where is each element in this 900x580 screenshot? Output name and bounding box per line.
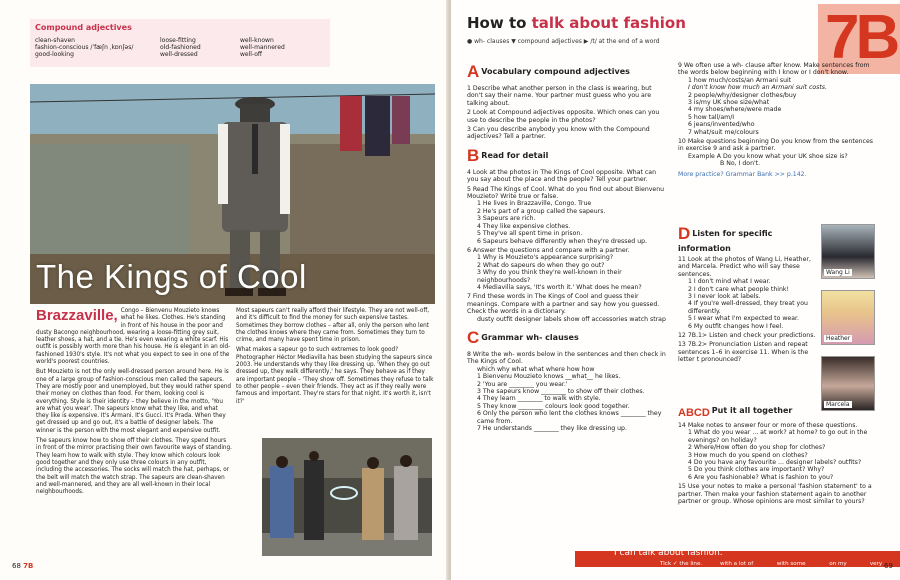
list-item: 6 My outfit changes how I feel. (688, 322, 784, 330)
scale-option[interactable]: on my own (829, 561, 847, 574)
word: fashion-conscious /ˈfæʃn ˌkɒnʃəs/ (35, 44, 134, 52)
list-item: 7 what/suit me/colours (688, 128, 759, 136)
section-title: Listen for specific information (678, 229, 773, 253)
scale-option[interactable]: very easily (869, 561, 887, 574)
list-item: 5 They know ________ colours look good together. (477, 402, 630, 410)
para-text: Congo – Bienvenu Mouzieto knows what he likes. Clothes. He's standing in front of his house in the poor and dusty Bacongo neighbourhood, wearing a loose-fitting grey suit, leather shoes, a hat, and a tie. He's even wearing a white scarf. His outfit is possibly worth more than his house. He is elegant in an old-fashioned 1930's style. It's not what you expect to see in one of the world's poorest countries. (36, 308, 231, 366)
exercise-11: 11 Look at the photos of Wang Li, Heather, and Marcela. Predict who will say these sentences. (678, 256, 811, 278)
section-letter: D (678, 224, 691, 243)
title-main: talk about fashion (531, 14, 686, 32)
exercise-1: 1 Describe what another person in the class is wearing, but don't say their name. Your partner must guess who you are talking about. (467, 85, 652, 107)
list-item: 6 Are you fashionable? What is fashion to you? (688, 473, 834, 481)
exercise-7: 7 Find these words in The Kings of Cool and guess their meanings. Compare with a partner and say how you guessed. Check the words in a dictionary. (467, 293, 660, 316)
section-letter: ABCD (678, 407, 710, 419)
heather-photo (821, 290, 875, 345)
list-item: 5 how tall/am/I (688, 113, 735, 121)
list-item: 2 people/why/designer clothes/buy (688, 91, 797, 99)
exercise-2: 2 Look at Compound adjectives opposite. Which ones can you use to describe the people in the photos? (467, 109, 660, 124)
list-item: 4 Mediavilla says, 'It's worth it.' What does he mean? (477, 283, 642, 291)
tick-instruction: Tick ✓ the line. (660, 561, 703, 567)
compound-col-2 (160, 37, 201, 59)
list-item: 2 Where/How often do you shop for clothes? (688, 444, 826, 452)
exercise-3: 3 Can you describe anybody you know with the Compound adjectives? Tell a partner. (467, 126, 650, 141)
list-item: 2 He's part of a group called the sapeurs. (477, 207, 606, 215)
list-item: 5 I wear what I'm expected to wear. (688, 315, 799, 323)
word: well-known (240, 37, 274, 44)
list-item: 4 my shoes/where/were made (688, 106, 782, 114)
section-a-header (467, 62, 667, 82)
right-col-1 (467, 62, 667, 432)
example-line: Example A Do you know what your UK shoe size is? (688, 152, 848, 160)
list-item: 1 He lives in Brazzaville, Congo. True (477, 200, 592, 208)
compound-col-3 (240, 37, 285, 59)
article-para: But Mouzieto is not the only well-dressed person around here. He is one of a large group of fashion-conscious men called the sapeurs. They are mostly poor and unemployed, but they would rather spend their money on clothes than food. For them, looking cool is everything. Style is their identity – they believe in the motto, 'You are what you wear'. The sapeurs know what they like, and what they like is expensive. It's Armani. It's Gucci. It's Prada. When they get dressed up and go out, it's a battle of designer labels. The winner is the person with the most elegant and expensive outfit. (36, 369, 232, 434)
word: well-off (240, 51, 263, 59)
exercise-12[interactable]: 12 7B.1> Listen and check your predictions. (678, 332, 816, 340)
article-col-1 (36, 308, 232, 499)
exercise-8-items (467, 373, 667, 432)
article-para: Most sapeurs can't really afford their lifestyle. They are not well-off, and it's difficult to find the money for such expensive tastes. Sometimes they borrow clothes – after all, only the person who lent the clothes knows where they came from. Sometimes they turn to crime, and many have spent time in prison. (236, 308, 430, 344)
scale-option[interactable]: with some help (776, 561, 806, 574)
list-item: 1 Bienvenu Mouzieto knows __what__ he likes. (477, 373, 621, 381)
article-title: The Kings of Cool (36, 258, 307, 295)
article-col-2 (236, 308, 434, 409)
section-title: Vocabulary compound adjectives (481, 67, 630, 76)
exercise-5-items (467, 200, 667, 244)
word: good-looking (35, 51, 74, 59)
exercise-8: 8 Write the wh- words below in the sentences and then check in The Kings of Cool. (467, 350, 666, 366)
scale-option[interactable]: with a lot of help (720, 561, 754, 574)
exercise-4: 4 Look at the photos in The Kings of Cool opposite. What can you say about the place and the people? Tell your partner. (467, 168, 656, 184)
intro-city: Brazzaville, (36, 307, 118, 324)
compound-col-1 (35, 37, 133, 59)
list-item: 6 jeans/invented/who (688, 121, 755, 129)
section-title: Put it all together (711, 406, 793, 415)
section-abcd (678, 406, 883, 505)
section-abcd-header (678, 406, 883, 419)
list-item: 3 I never look at labels. (688, 293, 761, 301)
list-item: 2 What do sapeurs do when they go out? (477, 261, 605, 269)
list-item: 1 how much/costs/an Armani suit (688, 76, 792, 84)
can-do-statement: I can talk about fashion. (614, 548, 723, 558)
exercise-9: 9 We often use a wh- clause after know. Make sentences from the words below beginning with I know or I don't know. (678, 62, 870, 77)
exercise-8-words: which why what what where how how (477, 365, 595, 373)
section-letter: B (467, 145, 480, 165)
exercise-7-words: dusty outfit designer labels show off accessories watch strap (477, 315, 666, 323)
can-do-scale (720, 561, 900, 574)
article-para (36, 308, 232, 366)
word: well-dressed (160, 51, 198, 59)
section-d-header (678, 224, 818, 253)
right-col-2 (678, 62, 878, 178)
exercise-6: 6 Answer the questions and compare with a partner. (467, 246, 630, 254)
grammar-bank-link[interactable]: More practice? Grammar Bank >> p.142. (678, 170, 807, 178)
page-num: 68 (12, 562, 21, 570)
word: clean-shaven (35, 37, 75, 44)
list-item: 4 They like expensive clothes. (477, 222, 571, 230)
word: old-fashioned (160, 44, 201, 52)
compound-title: Compound adjectives (35, 23, 132, 32)
exercise-10: 10 Make questions beginning Do you know from the sentences in exercise 9 and ask a partner. (678, 138, 873, 153)
list-item: 1 What do you wear ... at work? at home? to go out in the evenings? on holiday? (688, 429, 868, 444)
list-item: 5 They've all spent time in prison. (477, 230, 583, 238)
face-label: Heather (826, 335, 851, 342)
page-number-left (12, 562, 33, 570)
list-item: 5 Do you think clothes are important? Why? (688, 466, 825, 474)
page-code: 7B (23, 562, 34, 570)
list-item: 3 Why do you think they're well-known in their neighbourhoods? (477, 269, 622, 284)
list-item: 3 is/my UK shoe size/what (688, 99, 770, 107)
word: loose-fitting (160, 37, 196, 44)
lesson-tags: ● wh- clauses ▼ compound adjectives ▶ /t/ at the end of a word (467, 38, 660, 45)
list-item: 6 Only the person who lent the clothes knows ________ they came from. (477, 410, 662, 425)
article-para: The sapeurs know how to show off their clothes. They spend hours in front of the mirror practising their own favourite ways of standing. They learn how to walk with style. They know which colours look good together and they only use three colours in any outfit, including the accessories. The socks will match the hat, perhaps, or the belt will match the watch strap. The sapeurs are clean-shaven and well-mannered, and they are all well-known in their local neighbourhoods. (36, 438, 232, 496)
list-item: 7 He understands ________ they like dressing up. (477, 425, 627, 433)
section-b-header (467, 146, 667, 166)
section-letter: C (467, 327, 480, 347)
exercise-13[interactable]: 13 7B.2> Pronunciation Listen and repeat sentences 1–6 in exercise 11. When is the letter t pronounced? (678, 341, 809, 364)
exercise-5: 5 Read The Kings of Cool. What do you find out about Bienvenu Mouzieto? Write true or false. (467, 185, 665, 201)
list-item: 6 Sapeurs behave differently when they're dressed up. (477, 237, 648, 245)
marcela-photo (821, 356, 875, 411)
section-title: Read for detail (481, 150, 549, 160)
title-prefix: How to (467, 14, 532, 32)
list-item: I don't know how much an Armani suit costs. (688, 84, 827, 92)
list-item: 1 I don't mind what I wear. (688, 278, 771, 286)
wang-li-photo (821, 224, 875, 279)
group-illustration (262, 438, 432, 556)
exercise-14: 14 Make notes to answer four or more of these questions. (678, 422, 858, 429)
exercise-11-items (678, 278, 818, 330)
exercise-15: 15 Use your notes to make a personal 'fashion statement' to a partner. Then make your fashion statement again to another partner or group. Whose opinions are most similar to yours? (678, 483, 872, 506)
face-label: Wang Li (826, 269, 850, 276)
example-line: B No, I don't. (720, 160, 761, 168)
list-item: 4 They learn ________ to walk with style. (477, 395, 601, 403)
page-number-right: 69 (884, 562, 893, 570)
list-item: 2 'You are ________ you wear.' (477, 380, 568, 388)
list-item: 4 Do you have any favourite ... designer labels? outfits? (688, 459, 862, 467)
list-item: 3 The sapeurs know ________ to show off their clothes. (477, 388, 645, 395)
list-item: 1 Why is Mouzieto's appearance surprising? (477, 254, 614, 262)
section-d (678, 224, 818, 364)
exercise-9-items (678, 77, 878, 136)
unit-code: 7B (825, 3, 897, 72)
section-c-header (467, 328, 667, 348)
compound-adjectives-box (30, 19, 330, 67)
face-label: Marcela (826, 401, 850, 408)
exercise-6-items (467, 254, 667, 291)
sapeurs-group-photo (262, 438, 432, 556)
exercise-14-items (678, 429, 883, 481)
list-item: 4 If you're well-dressed, they treat you differently. (688, 300, 808, 315)
left-page (0, 0, 449, 580)
lesson-title (467, 14, 686, 32)
word: well-mannered (240, 44, 285, 52)
list-item: 3 Sapeurs are rich. (477, 215, 536, 223)
article-para: What makes a sapeur go to such extremes to look good? Photographer Héctor Mediavilla has been studying the sapeurs since 2003. He understands why they like dressing up. 'When they go out dressed up, they walk differently,' he says. They behave as if they are important people – 'They show off. Sometimes they refuse to talk to other people – even their friends. They act as if they really were famous and important. They're stars for that night. It's worth it, isn't it?' (236, 347, 434, 405)
list-item: 2 I don't care what people think! (688, 285, 789, 293)
section-title: Grammar wh- clauses (481, 332, 579, 342)
section-letter: A (467, 62, 480, 81)
list-item: 3 How much do you spend on clothes? (688, 451, 808, 459)
